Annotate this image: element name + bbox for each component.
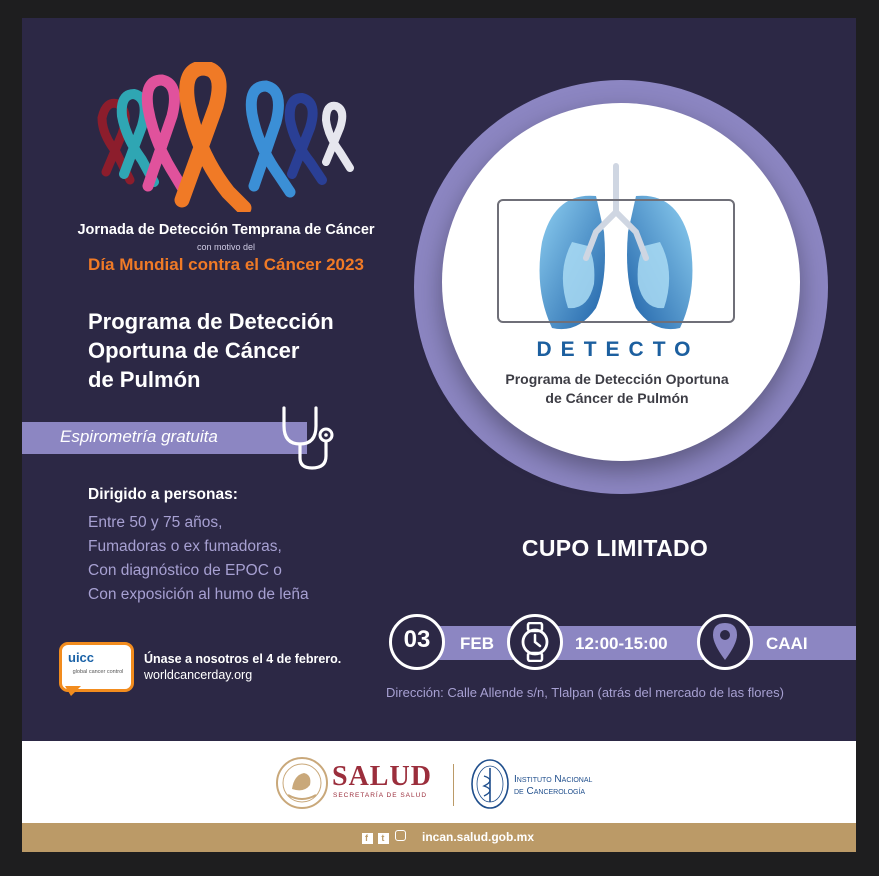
mexico-coat-of-arms-icon [274, 755, 330, 811]
incan-website-link[interactable]: incan.salud.gob.mx [422, 830, 535, 844]
list-item: Con exposición al humo de leña [88, 586, 309, 603]
detecto-brand: DETECTO [536, 338, 700, 361]
detecto-subtitle-line-1: Programa de Detección Oportuna [505, 371, 729, 387]
programa-line-3: de Pulmón [88, 367, 201, 392]
incan-name-line-1: Instituto Nacional [514, 774, 593, 785]
incan-name [514, 774, 592, 798]
uicc-logo-name: uicc [68, 650, 95, 665]
incan-name-line-2: de Cancerología [514, 786, 586, 797]
list-item: Entre 50 y 75 años, [88, 514, 223, 531]
join-text: Únase a nosotros el 4 de febrero. [144, 652, 342, 666]
ribbon-light-blue-icon [251, 86, 290, 192]
facebook-icon[interactable]: f [362, 833, 373, 844]
event-month: FEB [460, 634, 494, 653]
footer-divider [453, 764, 454, 806]
ribbon-white-icon [326, 106, 350, 168]
event-place: CAAI [766, 634, 808, 653]
programa-title [88, 307, 388, 394]
uicc-logo-tail [65, 686, 81, 696]
cupo-limitado-text: CUPO LIMITADO [521, 535, 709, 561]
awareness-ribbons-logo [86, 62, 366, 212]
list-item: Con diagnóstico de EPOC o [88, 562, 282, 579]
uicc-logo-tagline: global cancer control [72, 669, 124, 675]
watch-icon [519, 622, 551, 662]
ribbon-orange-icon [182, 68, 244, 208]
espirometria-label: Espirometría gratuita [60, 427, 218, 446]
lungs-icon [496, 162, 736, 338]
event-address: Dirección: Calle Allende s/n, Tlalpan (atrás del mercado de las flores) [386, 685, 784, 700]
stethoscope-icon [278, 404, 342, 474]
criteria-list [88, 511, 388, 607]
social-icons [362, 830, 406, 844]
event-time: 12:00-15:00 [575, 634, 668, 653]
world-cancer-day-link[interactable]: worldcancerday.org [144, 668, 253, 682]
jornada-title: Jornada de Detección Temprana de Cáncer [77, 222, 375, 238]
detecto-subtitle-line-2: de Cáncer de Pulmón [545, 390, 689, 406]
location-pin-icon [712, 622, 738, 662]
ribbon-navy-icon [290, 98, 322, 180]
motivo-text: con motivo del [196, 242, 256, 252]
programa-line-1: Programa de Detección [88, 309, 334, 334]
twitter-icon[interactable]: t [378, 833, 389, 844]
programa-line-2: Oportuna de Cáncer [88, 338, 300, 363]
salud-wordmark: SALUD [332, 761, 432, 792]
poster [22, 18, 856, 852]
dia-mundial-title: Día Mundial contra el Cáncer 2023 [88, 255, 364, 274]
incan-seal-icon [470, 758, 510, 810]
footer-logos-bar [22, 741, 856, 823]
dirigido-title: Dirigido a personas: [88, 486, 238, 503]
detecto-subtitle [462, 370, 772, 408]
instagram-icon[interactable] [395, 830, 406, 841]
event-day: 03 [403, 626, 431, 653]
secretaria-label: SECRETARÍA DE SALUD [333, 792, 428, 799]
list-item: Fumadoras o ex fumadoras, [88, 538, 282, 555]
